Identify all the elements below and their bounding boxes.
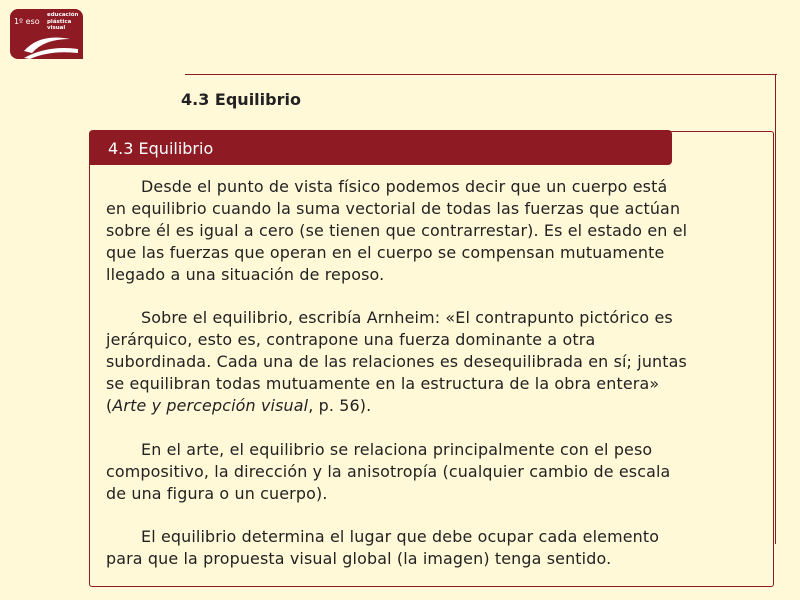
citation-open: ( — [106, 396, 113, 416]
text-line: se equilibran todas mutuamente en la estructura de la obra entera» — [106, 374, 660, 394]
text-line: El equilibrio determina el lugar que debe ocupar cada elemento — [141, 527, 660, 547]
text-line: sobre él es igual a cero (se tienen que contrarrestar). Es el estado en el — [106, 220, 688, 240]
paragraph-4 — [106, 526, 768, 570]
page-title: 4.3 Equilibrio — [181, 90, 301, 109]
text-line: en equilibrio cuando la suma vectorial de todas las fuerzas que actúan — [106, 198, 681, 218]
frame-top-line — [185, 74, 777, 75]
text-line: para que la propuesta visual global (la imagen) tenga sentido. — [106, 549, 612, 569]
text-line: En el arte, el equilibrio se relaciona principalmente con el peso — [141, 439, 653, 459]
text-line: llegado a una situación de reposo. — [106, 264, 385, 284]
citation-title: Arte y percepción visual — [112, 396, 309, 416]
logo-swoosh-icon — [10, 9, 83, 59]
logo-subject-line: plástica — [47, 18, 72, 25]
panel-header — [89, 130, 672, 165]
panel-header-title: 4.3 Equilibrio — [108, 139, 214, 158]
paragraph-1 — [106, 176, 768, 286]
logo-grade-suffix: eso — [25, 17, 40, 26]
paragraph-3 — [106, 439, 768, 505]
text-line: jerárquico, esto es, contrapone una fuerza dominante a otra — [106, 330, 596, 350]
citation-close: , p. 56). — [308, 396, 372, 416]
text-line: Desde el punto de vista físico podemos decir que un cuerpo está — [141, 177, 668, 196]
logo-grade-number: 1º — [14, 17, 23, 26]
logo-subject-line: visual — [47, 25, 66, 31]
frame-right-line — [775, 74, 776, 544]
text-line: compositivo, la dirección y la anisotropía (cualquier cambio de escala — [106, 461, 671, 481]
text-line: Sobre el equilibrio, escribía Arnheim: «El contrapunto pictórico es — [141, 308, 673, 328]
text-line: subordinada. Cada una de las relaciones es desequilibrada en sí; juntas — [106, 352, 687, 372]
site-logo[interactable] — [10, 9, 83, 59]
text-line: de una figura o un cuerpo). — [106, 483, 328, 503]
paragraph-2 — [106, 307, 768, 417]
logo-subject-line: educación — [47, 12, 79, 18]
panel-body — [106, 176, 768, 570]
text-line: que las fuerzas que operan en el cuerpo se compensan mutuamente — [106, 242, 665, 262]
